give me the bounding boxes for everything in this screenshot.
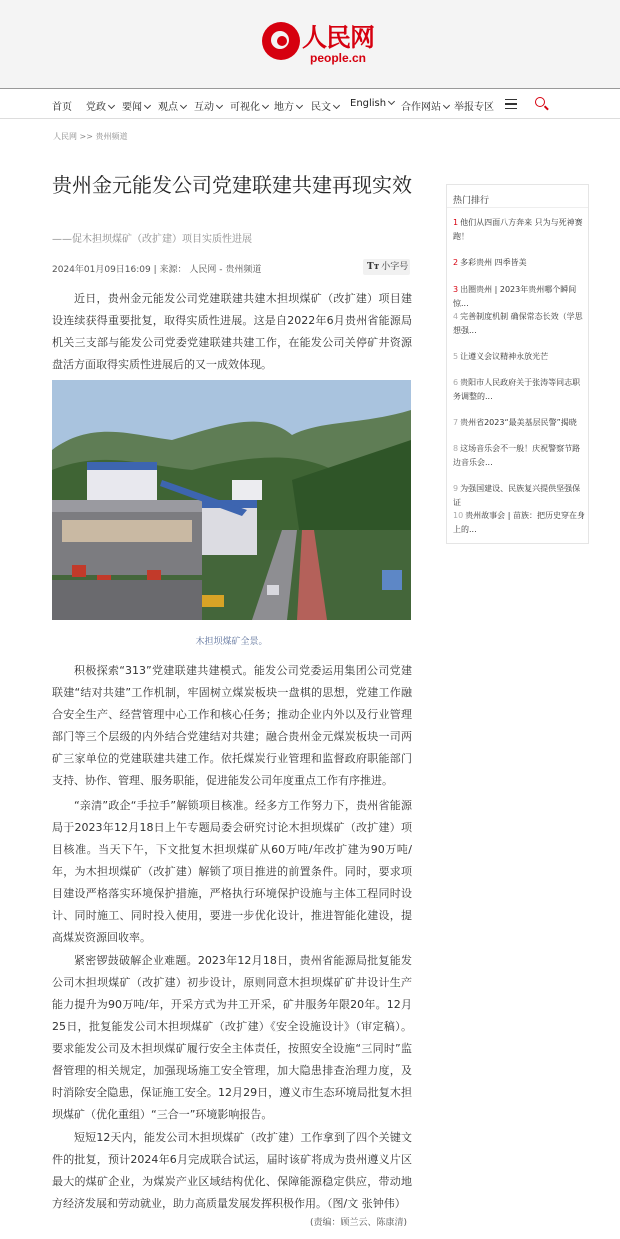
nav-item-local[interactable]: 地方 [274, 98, 302, 113]
rank-number: 4 [453, 312, 459, 321]
font-size-icon: Tт [367, 262, 380, 272]
hot-item-text: 贵州省2023“最美基层民警”揭晓 [460, 418, 577, 427]
publish-datetime: 2024年01月09日16:09 [52, 265, 151, 275]
nav-item-news[interactable]: 要闻 [122, 98, 150, 113]
nav-item-ethnic[interactable]: 民文 [311, 98, 339, 113]
hot-item-text: 出圈贵州 | 2023年贵州哪个瞬间惊... [453, 285, 577, 308]
article-paragraph: 紧密锣鼓破解企业难题。2023年12月18日，贵州省能源局批复能发公司木担坝煤矿（改扩建）初步设计，原则同意木担坝煤矿矿井设计生产能力提升为90万吨/年，开采方式为井工开采，矿井服务年限20年。12月25日，批复能发公司木担坝煤矿（改扩建）《安全设施设计》（审定稿）。要求能发公司及木担坝煤矿履行安全主体责任，按照安全设施“三同时”监督管理的相关规定，加强现场施工安全管理，加大隐患排查治理力度，及时消除安全隐患，保证施工安全。12月29日，遵义市生态环境局批复木担坝煤矿（优化重组）“三合一”环境影响报告。 [52, 954, 412, 1121]
nav-item-partners[interactable]: 合作网站 [401, 98, 449, 113]
menu-icon[interactable] [505, 99, 517, 109]
source-link[interactable]: 人民网 - 贵州频道 [189, 265, 262, 275]
source-label: | 来源： [153, 265, 187, 275]
hot-item[interactable] [453, 376, 585, 404]
hot-item[interactable] [453, 416, 585, 430]
nav-item-report[interactable]: 举报专区 [454, 102, 494, 113]
main-nav [0, 88, 620, 119]
breadcrumb-separator: >> [79, 132, 93, 141]
chevron-down-icon [108, 102, 115, 109]
hot-item[interactable] [453, 216, 585, 244]
hot-item[interactable] [453, 482, 585, 510]
chevron-down-icon [144, 102, 151, 109]
article-paragraph: 积极探索“313”党建联建共建模式。能发公司党委运用集团公司党建联建“结对共建”工作机制，牢固树立煤炭板块一盘棋的思想，党建工作融合安全生产、经营管理中心工作和核心任务；推动企业内外以及行业管理部门等三个层级的内外结合党建结对共建；融合贵州金元煤炭板块一司两矿三家单位的党建联建共建工作。依托煤炭行业管理和监督政府职能部门支持、协作、管理、服务职能，促进能发公司年度重点工作有序推进。 [52, 664, 412, 787]
font-size-button[interactable] [363, 259, 410, 275]
article-paragraph: 短短12天内，能发公司木担坝煤矿（改扩建）工作拿到了四个关键文件的批复，预计2024年6月完成联合试运，届时该矿将成为贵州遵义片区最大的煤矿企业，为煤炭产业区域结构优化、保障能源稳定供应，带动地方经济发展和劳动就业，助力高质量发展发挥积极作用。（图/文 张钟伟） [52, 1131, 412, 1210]
article-paragraph: “亲清”政企“手拉手”解锁项目核准。经多方工作努力下，贵州省能源局于2023年12月18日上午专题局委会研究讨论木担坝煤矿（改扩建）项目核准。当天下午，下文批复木担坝煤矿从60万吨/年改扩建为90万吨/年，为木担坝煤矿（改扩建）解锁了项目推进的前置条件。同时，要求项目建设严格落实环境保护措施，严格执行环境保护设施与主体工程同时设计、同时施工、同时投入使用，要进一步优化设计，推进智能化建设，提高煤炭资源回收率。 [52, 799, 412, 944]
chevron-down-icon [296, 102, 303, 109]
rank-number: 1 [453, 218, 459, 227]
nav-item-opinion[interactable]: 观点 [158, 98, 186, 113]
chevron-down-icon [388, 98, 395, 105]
breadcrumb [53, 131, 128, 142]
photo-caption: 木担坝煤矿全景。 [195, 637, 268, 647]
nav-item-interact[interactable]: 互动 [194, 98, 222, 113]
hot-item-text: 贵州故事会 | 苗族：把历史穿在身上的... [453, 511, 585, 534]
editor-credit: (责编：顾兰云、陈康清) [310, 1218, 408, 1228]
article-paragraph: 近日，贵州金元能发公司党建联建共建木担坝煤矿（改扩建）项目建设连续获得重要批复，取得实质性进展。这是自2022年6月贵州省能源局机关三支部与能发公司党委党建联建共建工作，在能发公司关停矿井资源盘活方面取得实质性进展后的又一成效体现。 [52, 292, 412, 371]
hot-item-text: 完善制度机制 确保常态长效（学思想强... [453, 312, 583, 335]
breadcrumb-channel[interactable]: 贵州频道 [95, 132, 128, 141]
hot-item-text: 贵阳市人民政府关于张涛等同志职务调整的... [453, 378, 581, 401]
logo-mark-icon [262, 22, 300, 60]
logo-chinese: 人民网 [302, 23, 375, 52]
nav-item-english[interactable]: English [350, 98, 394, 109]
rank-number: 3 [453, 285, 459, 294]
nav-item-party[interactable]: 党政 [86, 98, 114, 113]
hot-item[interactable] [453, 310, 585, 338]
site-header [0, 0, 620, 88]
rank-number: 6 [453, 378, 459, 387]
chevron-down-icon [180, 102, 187, 109]
article-subtitle: ——促木担坝煤矿（改扩建）项目实质性进展 [52, 234, 252, 245]
article-photo [52, 380, 411, 620]
hot-item[interactable] [453, 283, 585, 311]
coal-mine-panorama-image [52, 380, 411, 620]
rank-number: 9 [453, 484, 459, 493]
rank-number: 7 [453, 418, 459, 427]
hot-item[interactable] [453, 256, 585, 270]
rank-number: 8 [453, 444, 459, 453]
hot-item[interactable] [453, 442, 585, 470]
rank-number: 10 [453, 511, 464, 520]
search-icon[interactable] [535, 97, 545, 107]
hot-item[interactable] [453, 350, 585, 364]
divider [447, 207, 588, 208]
chevron-down-icon [333, 102, 340, 109]
hot-ranking-title: 热门排行 [453, 196, 490, 206]
hot-item-text: 让遵义会议精神永放光芒 [460, 352, 549, 361]
nav-item-visual[interactable]: 可视化 [230, 98, 268, 113]
chevron-down-icon [216, 102, 223, 109]
font-size-label: 小字号 [381, 262, 409, 272]
rank-number: 5 [453, 352, 459, 361]
chevron-down-icon [262, 102, 269, 109]
people-logo[interactable] [262, 18, 382, 68]
hot-ranking-panel [446, 184, 589, 544]
nav-item-home[interactable]: 首页 [52, 102, 72, 113]
article-title: 贵州金元能发公司党建联建共建再现实效 [52, 173, 412, 197]
logo-english: people.cn [310, 51, 367, 65]
hot-item-text: 多彩贵州 四季皆美 [460, 258, 527, 267]
chevron-down-icon [443, 102, 450, 109]
hot-item-text: 为强国建设、民族复兴提供坚强保证 [453, 484, 581, 507]
rank-number: 2 [453, 258, 459, 267]
hot-item-text: 他们从四面八方奔来 只为与死神赛跑！ [453, 218, 583, 241]
article-meta [52, 262, 261, 275]
hot-item[interactable] [453, 509, 585, 537]
hot-item-text: 这场音乐会不一般！庆祝警察节路边音乐会... [453, 444, 581, 467]
breadcrumb-home[interactable]: 人民网 [53, 132, 77, 141]
